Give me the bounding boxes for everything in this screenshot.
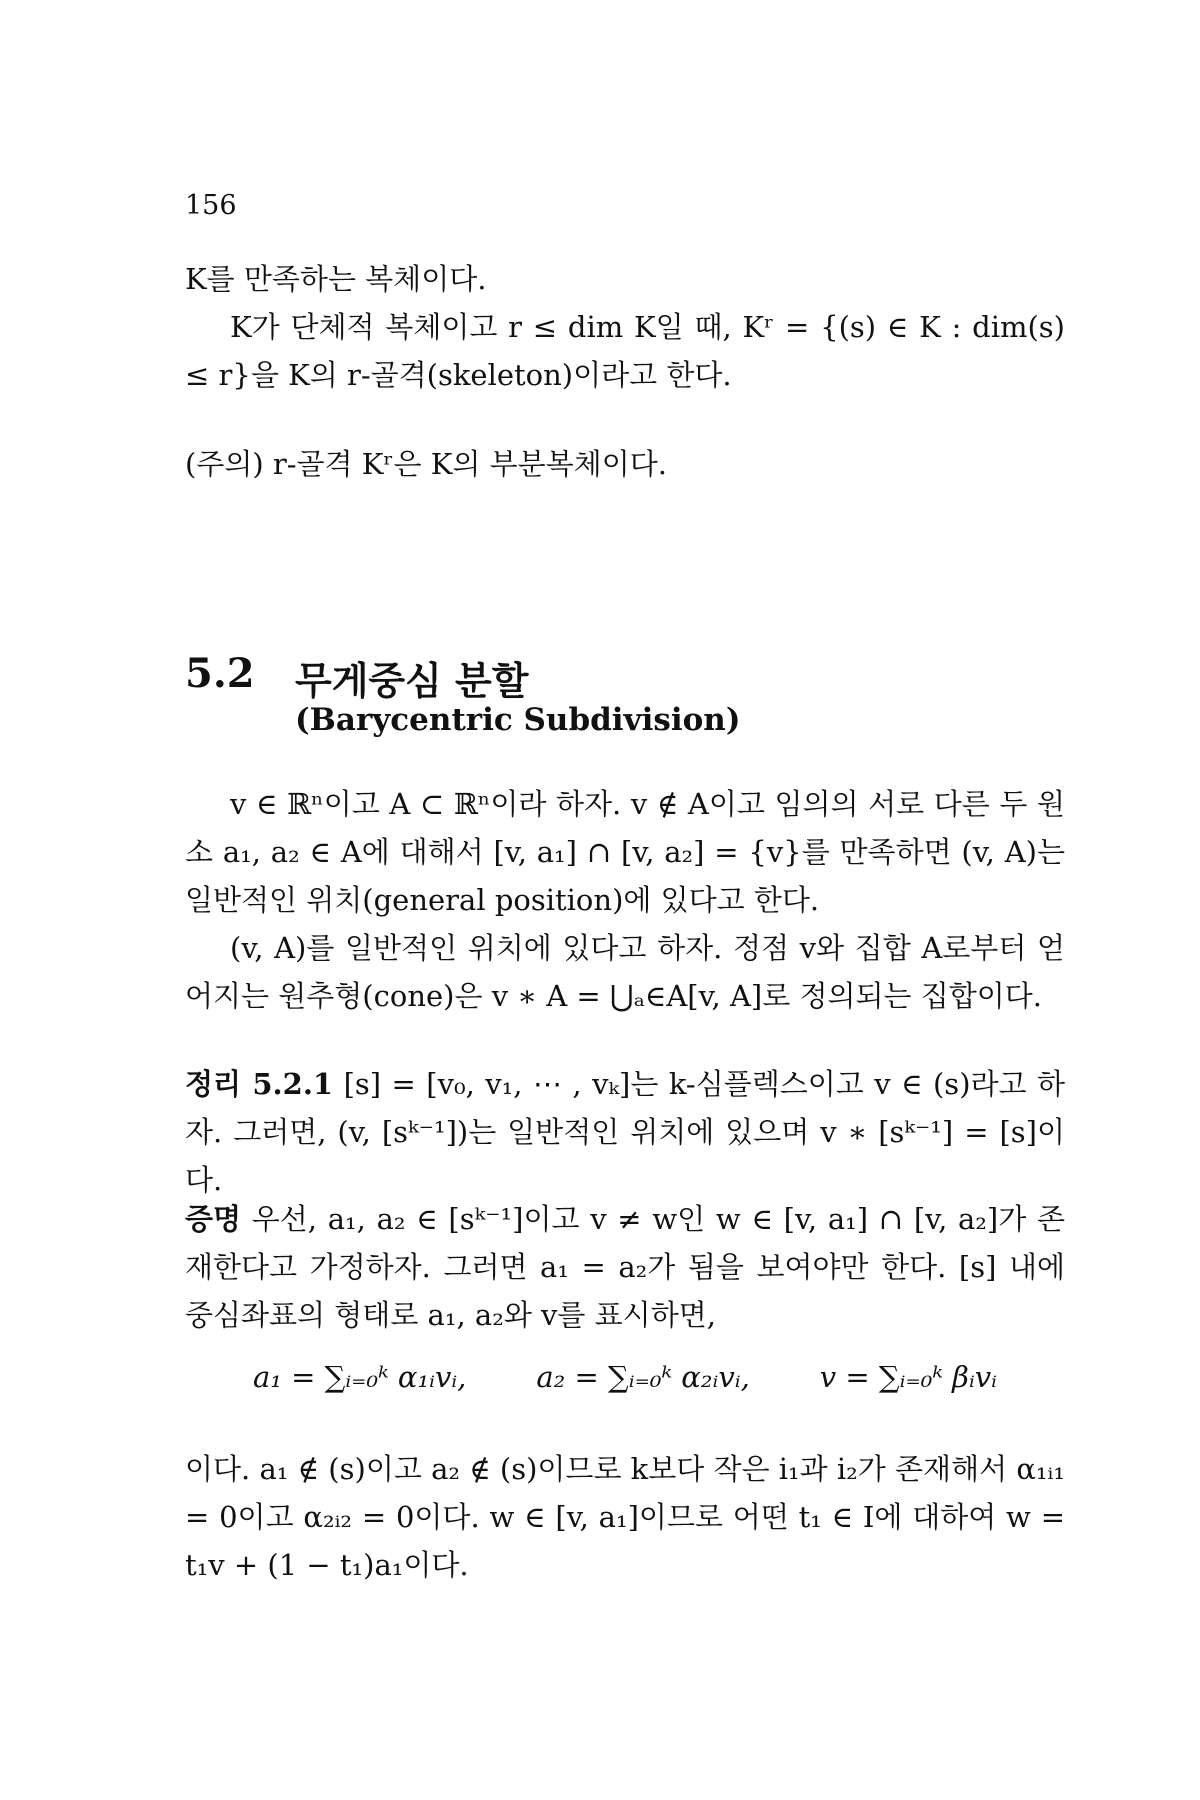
note-block <box>185 440 1065 488</box>
theorem-block <box>185 1060 1065 1204</box>
proof-block <box>185 1195 1065 1339</box>
intro-block <box>185 255 1065 399</box>
proof-label: 증명 <box>185 1202 242 1236</box>
intro-paragraph-1: K를 만족하는 복체이다. <box>185 262 487 296</box>
section-body <box>185 780 1065 1020</box>
section-title: 무게중심 분할 <box>295 658 529 703</box>
skeleton-definition: K가 단체적 복체이고 r ≤ dim K일 때, Kʳ = {(s) ∈ K : dim(s) ≤ r}을 K의 r-골격(skeleton)이라고 한다. <box>185 310 1065 392</box>
proof-after-text: 이다. a₁ ∉ (s)이고 a₂ ∉ (s)이므로 k보다 작은 i₁과 i₂가 존재해서 α₁ᵢ₁ = 0이고 α₂ᵢ₂ = 0이다. w ∈ [v, a₁]이므로 어떤 t₁ ∈ I에 대하여 w = t₁v + (1 − t₁)a₁이다. <box>185 1452 1065 1582</box>
general-position-definition: v ∈ ℝⁿ이고 A ⊂ ℝⁿ이라 하자. v ∉ A이고 임의의 서로 다른 두 원소 a₁, a₂ ∈ A에 대해서 [v, a₁] ∩ [v, a₂] = {v}를 만족하면 (v, A)는 일반적인 위치(general position)에 있다고 한다. <box>185 787 1065 917</box>
proof-continuation <box>185 1445 1065 1589</box>
equation-a1: a₁ = ∑ᵢ₌₀ᵏ α₁ᵢvᵢ, <box>252 1360 467 1394</box>
page-number: 156 <box>185 190 237 221</box>
skeleton-note: (주의) r-골격 Kʳ은 K의 부분복체이다. <box>185 447 667 481</box>
cone-definition: (v, A)를 일반적인 위치에 있다고 하자. 정점 v와 집합 A로부터 얻어지는 원추형(cone)은 v ∗ A = ⋃ₐ∈A[v, A]로 정의되는 집합이다. <box>185 931 1065 1013</box>
section-number: 5.2 <box>185 650 255 697</box>
equation-v: v = ∑ᵢ₌₀ᵏ βᵢvᵢ <box>819 1360 997 1394</box>
proof-text: 우선, a₁, a₂ ∈ [sᵏ⁻¹]이고 v ≠ w인 w ∈ [v, a₁] ∩ [v, a₂]가 존재한다고 가정하자. 그러면 a₁ = a₂가 됨을 보여야만 한다. [s] 내에 중심좌표의 형태로 a₁, a₂와 v를 표시하면, <box>185 1202 1065 1332</box>
theorem-text: [s] = [v₀, v₁, ⋯ , vₖ]는 k-심플렉스이고 v ∈ (s)라고 하자. 그러면, (v, [sᵏ⁻¹])는 일반적인 위치에 있으며 v ∗ [sᵏ⁻¹] = [s]이다. <box>185 1067 1066 1197</box>
barycentric-equations <box>185 1360 1065 1394</box>
theorem-label: 정리 5.2.1 <box>185 1067 334 1101</box>
section-subtitle: (Barycentric Subdivision) <box>295 702 741 738</box>
equation-a2: a₂ = ∑ᵢ₌₀ᵏ α₂ᵢvᵢ, <box>536 1360 750 1394</box>
